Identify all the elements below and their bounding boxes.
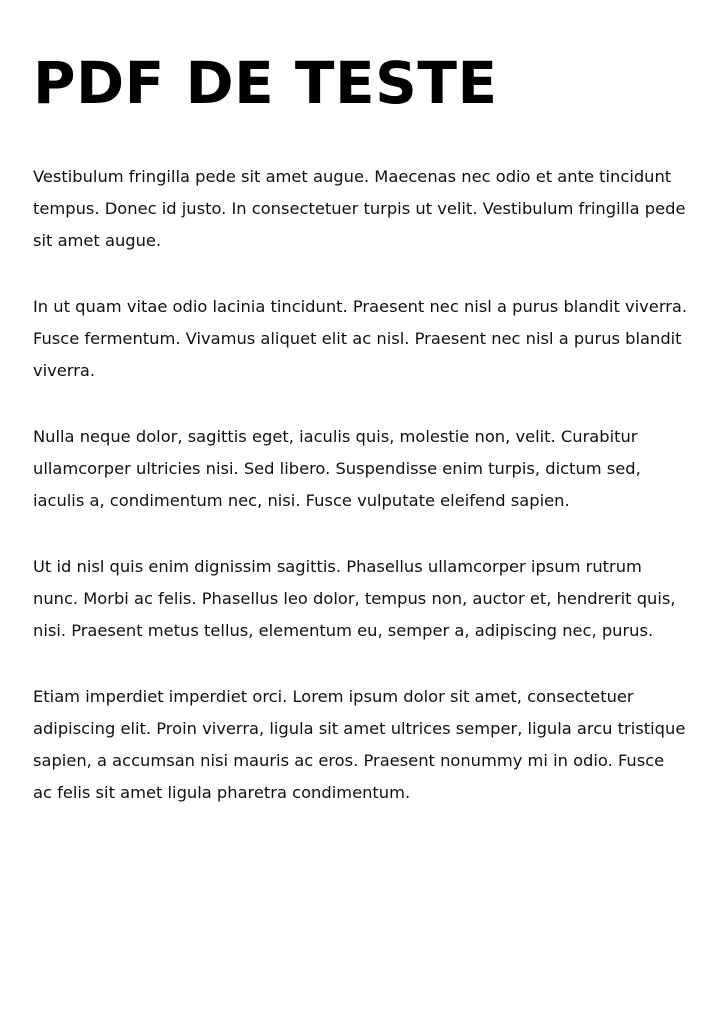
document-content: [33, 49, 693, 809]
body-paragraph: Etiam imperdiet imperdiet orci. Lorem ipsum dolor sit amet, consectetuer adipiscing elit. Proin viverra, ligula sit amet ultrices semper, ligula arcu tristique sapien, a accumsan nisi mauris ac eros. Praesent nonummy mi in odio. Fusce ac felis sit amet ligula pharetra condimentum.: [33, 686, 686, 802]
body-paragraph: In ut quam vitae odio lacinia tincidunt. Praesent nec nisl a purus blandit viverra. Fusce fermentum. Vivamus aliquet elit ac nisl. Praesent nec nisl a purus blandit viverra.: [33, 296, 688, 380]
body-paragraph: Nulla neque dolor, sagittis eget, iaculis quis, molestie non, velit. Curabitur ullamcorper ultricies nisi. Sed libero. Suspendisse enim turpis, dictum sed, iaculis a, condimentum nec, nisi. Fusce vulputate eleifend sapien.: [33, 426, 641, 510]
body-paragraph: Vestibulum fringilla pede sit amet augue. Maecenas nec odio et ante tincidunt tempus. Donec id justo. In consectetuer turpis ut velit. Vestibulum fringilla pede sit amet augue.: [33, 166, 686, 250]
body-paragraph: Ut id nisl quis enim dignissim sagittis. Phasellus ullamcorper ipsum rutrum nunc. Morbi ac felis. Phasellus leo dolor, tempus non, auctor et, hendrerit quis, nisi. Praesent metus tellus, elementum eu, semper a, adipiscing nec, purus.: [33, 556, 676, 640]
page-title: PDF DE TESTE: [33, 49, 498, 117]
